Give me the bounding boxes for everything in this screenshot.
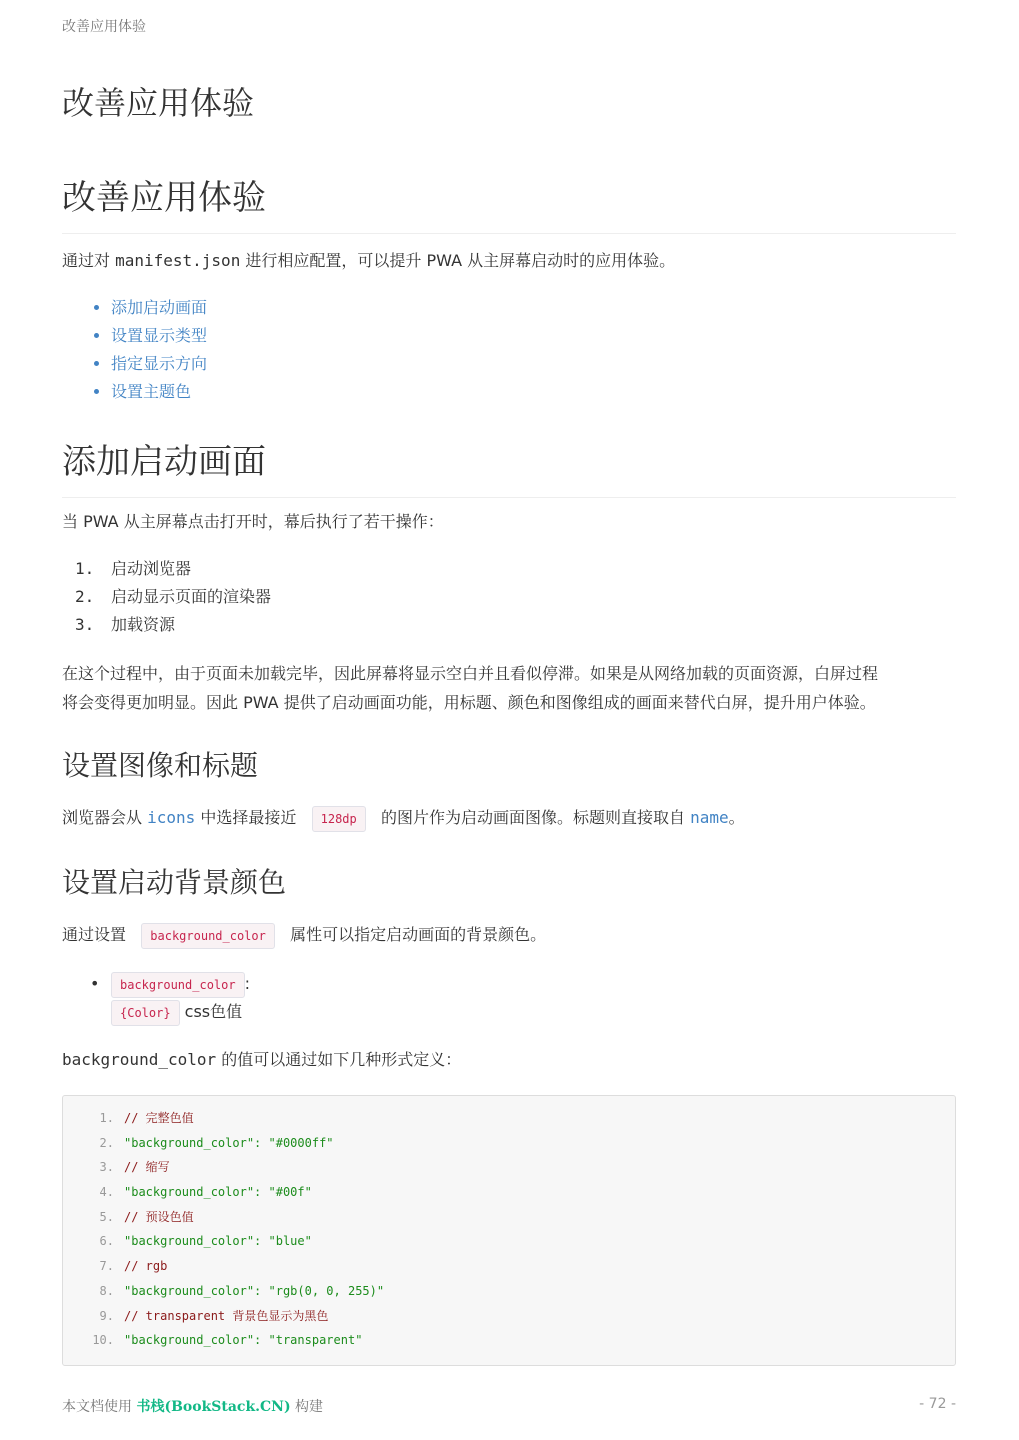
splash-intro: 当 PWA 从主屏幕点击打开时，幕后执行了若干操作： (62, 512, 444, 531)
subsection-title: 设置启动背景颜色 (62, 866, 287, 899)
inline-code: background_color (141, 923, 275, 949)
code-line (63, 1328, 955, 1353)
code-string: "background_color": "rgb(0, 0, 255)" (124, 1283, 385, 1298)
code-comment: // 预设色值 (124, 1209, 194, 1224)
code-line (63, 1106, 955, 1131)
code-line (63, 1131, 955, 1156)
toc-item[interactable] (111, 294, 207, 322)
running-header: 改善应用体验 (62, 19, 146, 35)
intro-paragraph: 通过对 manifest.json 进行相应配置，可以提升 PWA 从主屏幕启动时的应用体验。 (62, 251, 676, 270)
image-title-paragraph: 浏览器会从 icons 中选择最接近 128dp 的图片作为启动画面图像。标题则直接取自 name。 (62, 803, 956, 832)
values-intro: background_color 的值可以通过如下几种形式定义： (62, 1050, 462, 1069)
line-number: 10. (92, 1333, 114, 1348)
footer-left: 本文档使用 书栈(BookStack.CN) 构建 (62, 1399, 324, 1415)
line-number: 2. (99, 1135, 114, 1150)
section-splash (62, 434, 956, 498)
step-item: 3. 加载资源 (75, 615, 176, 634)
line-number: 4. (99, 1185, 114, 1200)
section-title: 添加启动画面 (62, 434, 956, 498)
step-item: 1. 启动浏览器 (75, 559, 192, 578)
page-number: - 72 - (919, 1396, 956, 1412)
code-comment: // transparent 背景色显示为黑色 (124, 1308, 329, 1323)
line-number: 1. (99, 1111, 114, 1125)
toc-item[interactable] (111, 350, 207, 378)
code-line (63, 1229, 955, 1254)
code-line (63, 1254, 955, 1279)
code-line (63, 1180, 955, 1205)
code-lines (63, 1106, 955, 1353)
code-string: "background_color": "#0000ff" (124, 1135, 334, 1150)
code-string: "background_color": "transparent" (124, 1333, 363, 1348)
code-comment: // 缩写 (124, 1160, 170, 1175)
code-string: "background_color": "blue" (124, 1234, 312, 1249)
toc-link-orientation[interactable]: 指定显示方向 (111, 354, 208, 373)
code-comment: // rgb (124, 1259, 168, 1274)
toc-link-theme[interactable]: 设置主题色 (111, 382, 192, 401)
code-comment: // 完整色值 (124, 1111, 194, 1125)
section-intro (62, 170, 956, 234)
toc-link-splash[interactable]: 添加启动画面 (111, 298, 208, 317)
inline-code: 128dp (312, 806, 366, 832)
step-item: 2. 启动显示页面的渲染器 (75, 587, 272, 606)
name-link[interactable]: name (690, 808, 729, 827)
code-line (63, 1304, 955, 1329)
icons-link[interactable]: icons (147, 808, 196, 827)
line-number: 7. (99, 1259, 114, 1274)
line-number: 5. (99, 1209, 114, 1224)
toc-item[interactable] (111, 378, 207, 406)
splash-paragraph: 在这个过程中，由于页面未加载完毕，因此屏幕将显示空白并且看似停滞。如果是从网络加载的页面资源，白屏过程 将会变得更加明显。因此 PWA 提供了启动画面功能，用标题、颜色和图像组成的画面来替代白屏，提升用户体验。 (62, 664, 879, 712)
inline-code: background_color (111, 972, 245, 998)
inline-code: {Color} (111, 1000, 180, 1026)
table-of-contents (62, 294, 207, 406)
property-item: background_color : {Color} css色值 (111, 970, 250, 1026)
line-number: 8. (99, 1283, 114, 1298)
document-title: 改善应用体验 (62, 84, 255, 122)
section-title: 改善应用体验 (62, 170, 956, 234)
subsection-title: 设置图像和标题 (62, 749, 259, 782)
code-line (63, 1205, 955, 1230)
manifest-code: manifest.json (115, 251, 241, 270)
code-line (63, 1279, 955, 1304)
steps-list (62, 555, 271, 639)
line-number: 6. (99, 1234, 114, 1249)
code-line (63, 1155, 955, 1180)
toc-link-display[interactable]: 设置显示类型 (111, 326, 208, 345)
code-block (62, 1095, 956, 1366)
line-number: 3. (99, 1160, 114, 1175)
brand-link[interactable]: 书栈(BookStack.CN) (136, 1399, 291, 1415)
line-number: 9. (99, 1308, 114, 1323)
bullet: • (90, 974, 100, 993)
code-string: "background_color": "#00f" (124, 1185, 312, 1200)
bg-paragraph: 通过设置 background_color 属性可以指定启动画面的背景颜色。 (62, 920, 956, 949)
toc-item[interactable] (111, 322, 207, 350)
